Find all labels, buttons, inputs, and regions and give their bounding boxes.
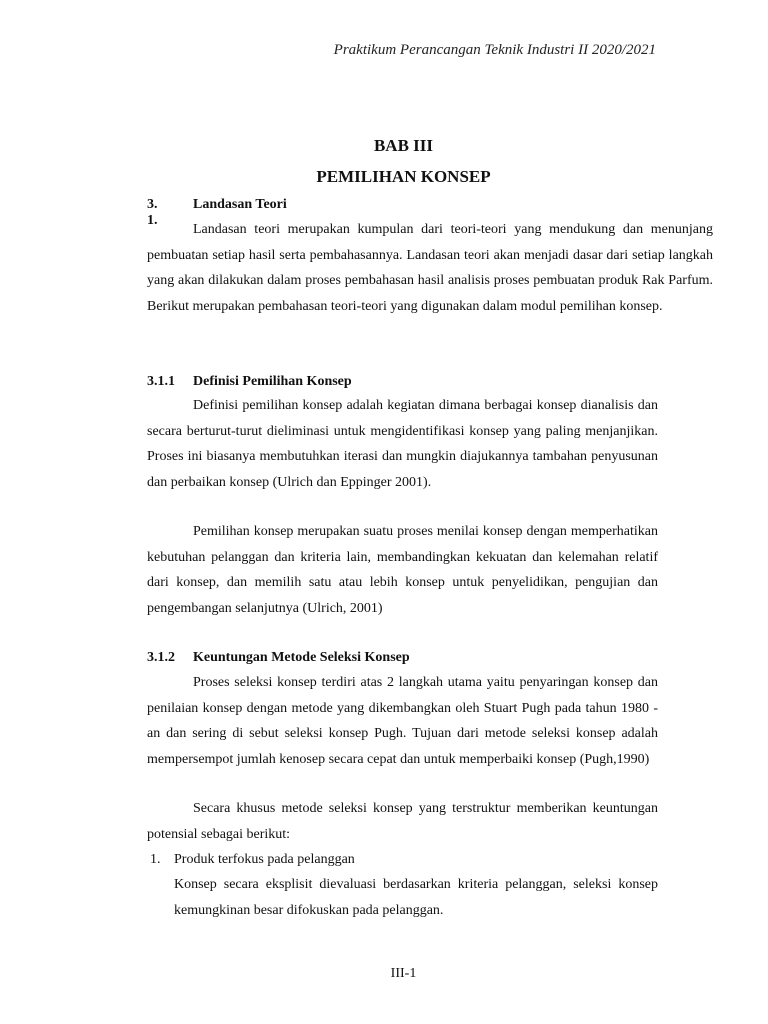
section-3-1-paragraph: Landasan teori merupakan kumpulan dari teori-teori yang mendukung dan menunjang pembuatan setiap hasil serta pembahasannya. Landasan teori akan menjadi dasar dari setiap langkah yang akan dilakukan dalam proses pembahasan hasil analisis proses pembuatan produk Rak Parfum. Berikut merupakan pembahasan teori-teori yang digunakan dalam modul pemilihan konsep. (147, 222, 713, 314)
section-3-1-1-paragraph-2: Pemilihan konsep merupakan suatu proses menilai konsep dengan memperhatikan kebutuhan pelanggan dan kriteria lain, membandingkan kekuatan dan kelemahan relatif dari konsep, dan memilih satu atau lebih konsep untuk penyelidikan, pengujian dan pengembangan selanjutnya (Ulrich, 2001) (147, 524, 658, 616)
chapter-number: BAB III (373, 136, 434, 155)
section-title: Definisi Pemilihan Konsep (193, 374, 352, 389)
list-item-number: 1. (150, 852, 161, 867)
section-3-1-2-paragraph-1: Proses seleksi konsep terdiri atas 2 langkah utama yaitu penyaringan konsep dan penilaian konsep dengan metode yang dikembangkan oleh Stuart Pugh pada tahun 1980 -an dan sering di sebut seleksi konsep Pugh. Tujuan dari metode seleksi konsep adalah mempersempot jumlah kenosep secara cepat dan untuk memperbaiki konsep (Pugh,1990) (147, 675, 658, 767)
chapter-title: PEMILIHAN KONSEP (316, 167, 491, 186)
section-title: Keuntungan Metode Seleksi Konsep (193, 650, 410, 665)
section-number: 3. 1. (147, 197, 158, 228)
list-item-title: Produk terfokus pada pelanggan (174, 852, 355, 867)
section-title: Landasan Teori (193, 197, 287, 212)
section-3-1-1-paragraph-1: Definisi pemilihan konsep adalah kegiatan dimana berbagai konsep dianalisis dan secara berturut-turut dieliminasi untuk mengidentifikasi konsep yang paling menjanjikan. Proses ini biasanya membutuhkan iterasi dan mungkin diajukannya tambahan penyusunan dan perbaikan konsep (Ulrich dan Eppinger 2001). (147, 398, 658, 490)
list-item-text: Konsep secara eksplisit dievaluasi berdasarkan kriteria pelanggan, seleksi konsep kemungkinan besar difokuskan pada pelanggan. (174, 877, 658, 918)
running-header: Praktikum Perancangan Teknik Industri II 2020/2021 (333, 42, 656, 58)
section-number: 3.1.1 (147, 374, 175, 389)
page-number: III-1 (390, 966, 417, 981)
section-number: 3.1.2 (147, 650, 175, 665)
section-3-1-2-paragraph-2: Secara khusus metode seleksi konsep yang terstruktur memberikan keuntungan potensial sebagai berikut: (147, 801, 658, 842)
